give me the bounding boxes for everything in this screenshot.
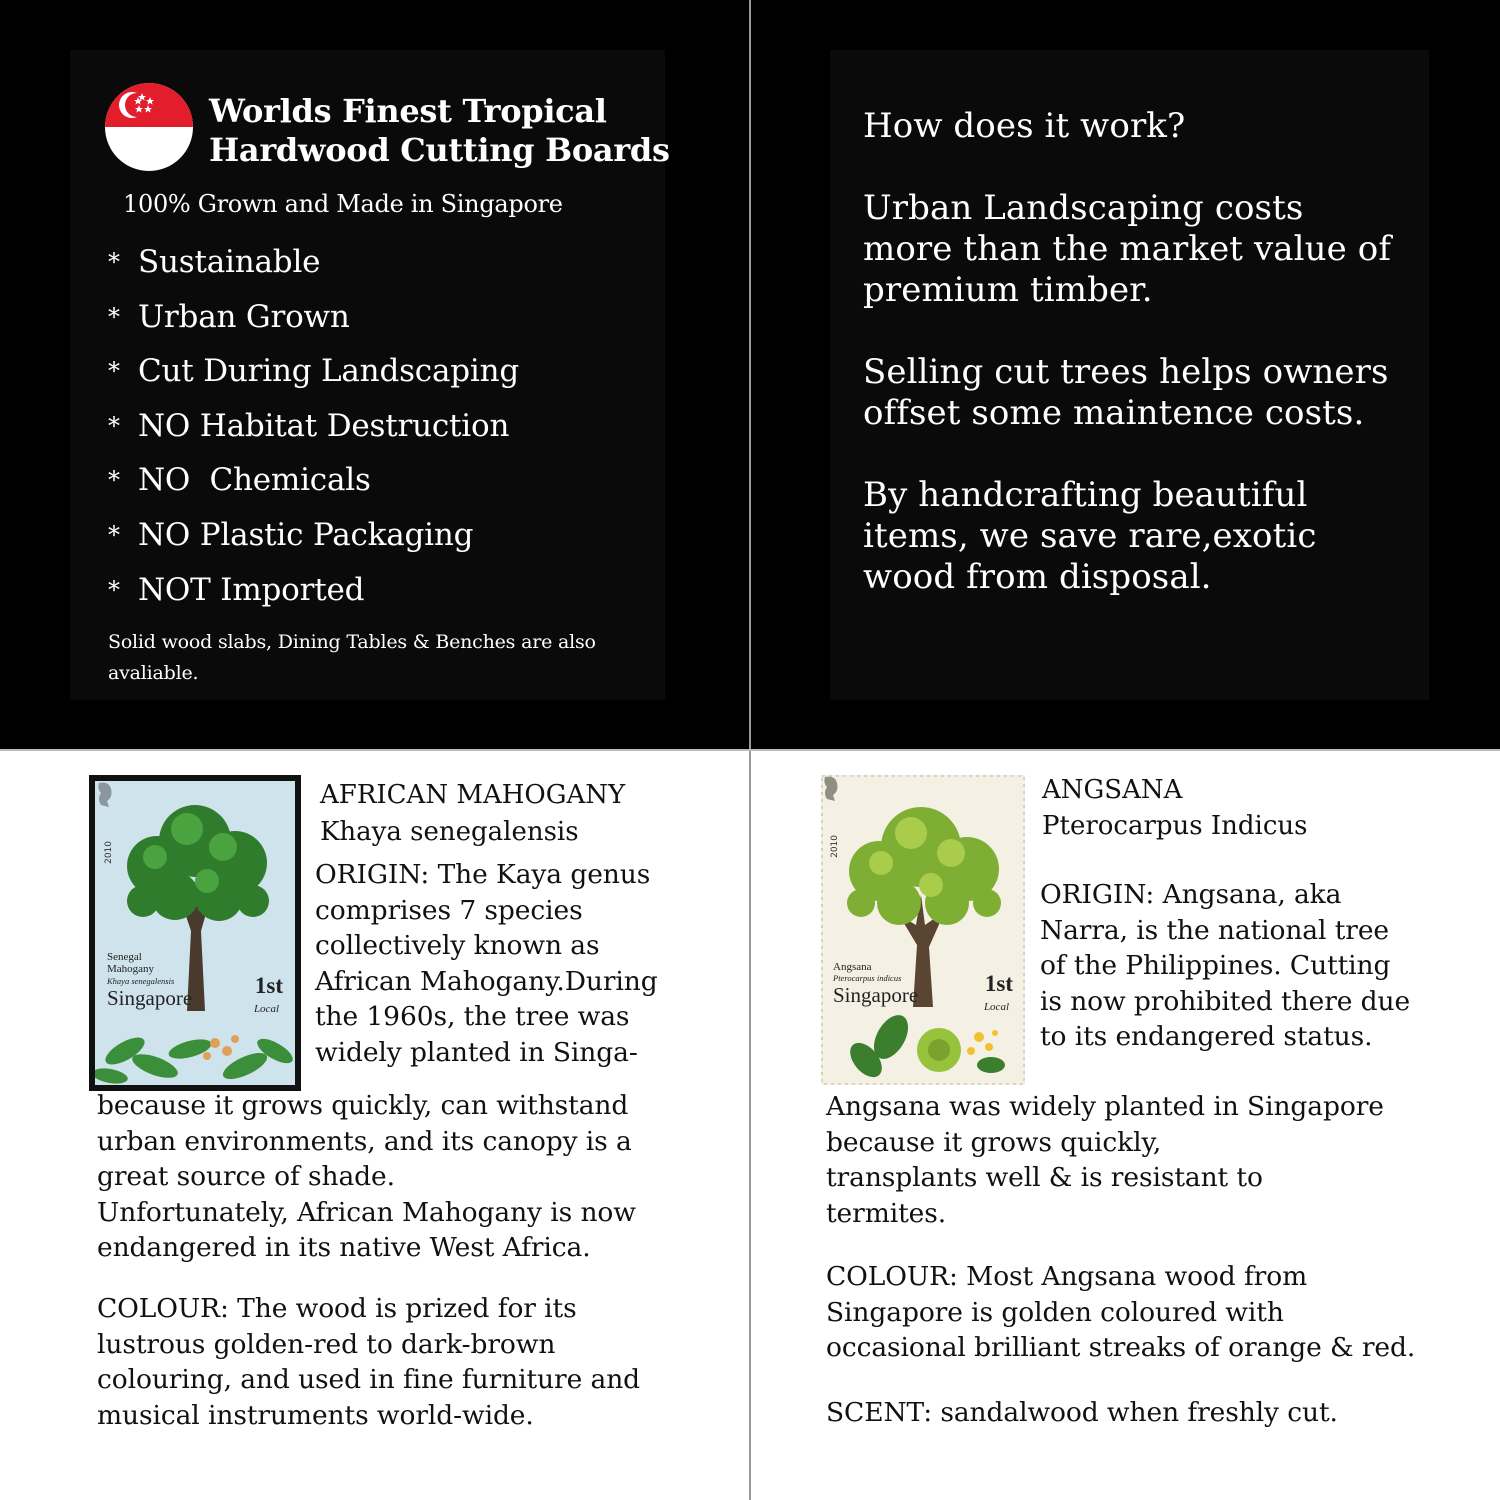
origin-label: ORIGIN:: [315, 859, 430, 890]
stamp-common-name: Angsana: [833, 961, 872, 973]
bullet-star-icon: *: [108, 520, 120, 549]
feature-text: NO Chemicals: [138, 462, 371, 499]
stamp-scientific-name: Pterocarpus indicus: [833, 973, 902, 983]
feature-item: [108, 513, 519, 568]
feature-list: [108, 240, 519, 622]
angsana-scientific-name: Pterocarpus Indicus: [1042, 811, 1308, 841]
bullet-star-icon: *: [108, 575, 120, 604]
stamp-year: 2010: [104, 841, 114, 864]
angsana-origin-continuation: Angsana was widely planted in Singapore because it grows quickly, transplants well & is resistant to termites.: [826, 1091, 1384, 1229]
how-it-works-text: [863, 106, 1423, 639]
main-title-line-1: Worlds Finest Tropical: [209, 92, 607, 130]
colour-text: Most Angsana wood from Singapore is golden coloured with occasional brilliant streaks of orange & red.: [826, 1261, 1416, 1363]
how-heading: How does it work?: [863, 106, 1186, 146]
colour-label: COLOUR:: [826, 1261, 958, 1292]
stamp-class: Local: [983, 1001, 1009, 1013]
stamp-country: Singapore: [833, 983, 919, 1007]
singapore-flag-icon: [105, 83, 193, 171]
stamp-class: Local: [253, 1003, 279, 1015]
mahogany-name: AFRICAN MAHOGANY: [320, 780, 626, 810]
mahogany-card: [0, 751, 749, 1500]
how-paragraph-selling: Selling cut trees helps owners offset some maintence costs.: [863, 352, 1389, 433]
how-it-works-quadrant: [751, 0, 1500, 749]
main-title: [209, 92, 670, 170]
intro-panel: [70, 50, 670, 700]
feature-text: NOT Imported: [138, 571, 365, 608]
lion-head-icon: [95, 781, 115, 807]
availability-note: Solid wood slabs, Dining Tables & Benches are also avaliable.: [108, 631, 596, 684]
feature-text: Cut During Landscaping: [138, 353, 520, 390]
bullet-star-icon: *: [108, 302, 120, 331]
stamp-country: Singapore: [107, 986, 193, 1010]
mahogany-origin-continuation: because it grows quickly, can withstand urban environments, and its canopy is a great source of shade. Unfortunately, African Mahogany is now endangered in its native West Africa.: [97, 1090, 636, 1263]
feature-text: Urban Grown: [138, 298, 350, 335]
bullet-star-icon: *: [108, 466, 120, 495]
main-title-line-2: Hardwood Cutting Boards: [209, 131, 670, 169]
colour-label: COLOUR:: [97, 1293, 229, 1324]
feature-item: [108, 240, 519, 295]
feature-item: [108, 404, 519, 459]
stamp-year: 2010: [830, 835, 840, 858]
angsana-card: [751, 751, 1500, 1500]
mahogany-colour: [97, 1291, 737, 1433]
colour-text: The wood is prized for its lustrous golden-red to dark-brown colouring, and used in fine furniture and musical instruments world-wide.: [97, 1293, 641, 1431]
how-paragraph-costs: Urban Landscaping costs more than the market value of premium timber.: [863, 188, 1392, 310]
angsana-scent: [826, 1395, 1496, 1431]
stamp-common-name-line-2: Mahogany: [107, 963, 155, 975]
feature-text: Sustainable: [138, 244, 321, 280]
mahogany-scientific-name: Khaya senegalensis: [320, 817, 579, 847]
subtitle: 100% Grown and Made in Singapore: [123, 190, 563, 218]
how-it-works-panel: [830, 50, 1429, 700]
stamp-value: 1st: [254, 973, 283, 998]
feature-text: NO Habitat Destruction: [138, 407, 510, 444]
scent-text: sandalwood when freshly cut.: [932, 1397, 1338, 1428]
origin-label: ORIGIN:: [1040, 879, 1155, 910]
bullet-star-icon: *: [108, 248, 120, 276]
feature-item: [108, 458, 519, 513]
stamp-scientific-name: Khaya senegalensis: [107, 976, 175, 986]
intro-quadrant: [0, 0, 749, 749]
scent-label: SCENT:: [826, 1397, 933, 1428]
mahogany-origin: [315, 857, 745, 1070]
stamp-value: 1st: [984, 971, 1013, 996]
angsana-origin: [1040, 877, 1480, 1055]
bullet-star-icon: *: [108, 411, 120, 440]
lion-head-icon: [821, 775, 841, 801]
stamp-common-name-line-1: Senegal: [107, 951, 142, 963]
angsana-stamp-image: [821, 775, 1025, 1085]
feature-item: [108, 568, 519, 623]
feature-item: [108, 295, 519, 350]
feature-item: [108, 349, 519, 404]
angsana-name: ANGSANA: [1042, 775, 1183, 805]
how-paragraph-handcrafting: By handcrafting beautiful items, we save rare,exotic wood from disposal.: [863, 475, 1317, 597]
angsana-colour: [826, 1259, 1496, 1366]
origin-text: The Kaya genus comprises 7 species collectively known as African Mahogany.During the 1960s, the tree was widely planted in Singa-: [315, 859, 658, 1068]
bullet-star-icon: *: [108, 357, 120, 386]
origin-text: Angsana, aka Narra, is the national tree of the Philippines. Cutting is now prohibited there due to its endangered status.: [1040, 879, 1411, 1052]
feature-text: NO Plastic Packaging: [138, 516, 474, 553]
mahogany-stamp-image: [89, 775, 301, 1091]
